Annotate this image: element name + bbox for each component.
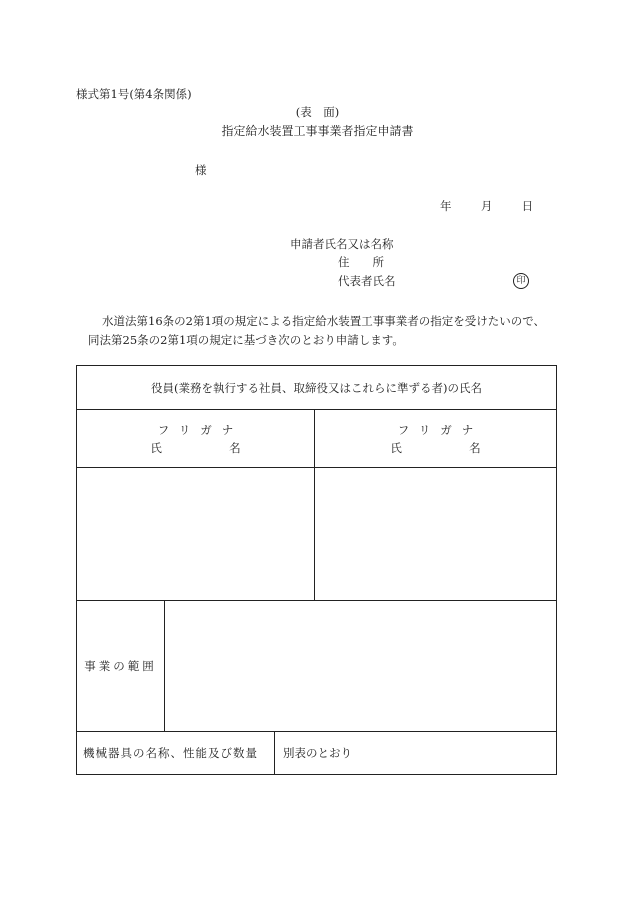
equipment-value: 別表のとおり bbox=[275, 732, 557, 775]
form-number: 様式第1号(第4条関係) bbox=[76, 87, 192, 101]
name-header-left bbox=[77, 410, 315, 468]
given-name-label-right: 名 bbox=[469, 440, 481, 455]
business-scope-label: 事業の範囲 bbox=[77, 601, 165, 732]
given-name-label-left: 名 bbox=[229, 440, 241, 455]
furigana-label-right: フリガナ bbox=[397, 422, 484, 437]
officers-heading: 役員(業務を執行する社員、取締役又はこれらに準ずる者)の氏名 bbox=[77, 366, 557, 410]
statement-line-2: 同法第25条の2第1項の規定に基づき次のとおり申請します。 bbox=[88, 333, 404, 347]
date-month: 月 bbox=[480, 199, 493, 213]
surname-label-left: 氏 bbox=[150, 440, 162, 455]
officer-names-left-field[interactable] bbox=[77, 468, 315, 601]
document-title: 指定給水装置工事事業者指定申請書 bbox=[221, 124, 414, 138]
business-scope-field[interactable] bbox=[165, 601, 557, 732]
applicant-address-label: 住 所 bbox=[338, 255, 384, 269]
addressee-suffix: 様 bbox=[195, 163, 207, 177]
surname-label-right: 氏 bbox=[390, 440, 402, 455]
name-header-right bbox=[315, 410, 557, 468]
applicant-name-label: 申請者氏名又は名称 bbox=[290, 237, 394, 251]
date-line bbox=[440, 198, 533, 214]
date-day: 日 bbox=[521, 199, 534, 213]
seal-mark: 印 bbox=[513, 273, 529, 289]
furigana-label-left: フリガナ bbox=[157, 422, 244, 437]
date-year: 年 bbox=[440, 199, 452, 213]
officer-names-right-field[interactable] bbox=[315, 468, 557, 601]
application-statement bbox=[86, 312, 586, 350]
side-label: (表 面) bbox=[295, 105, 340, 119]
statement-line-1: 水道法第16条の2第1項の規定による指定給水装置工事事業者の指定を受けたいので、 bbox=[102, 314, 546, 328]
application-table bbox=[76, 365, 557, 775]
representative-name-label: 代表者氏名 bbox=[338, 274, 396, 288]
equipment-label: 機械器具の名称、性能及び数量 bbox=[77, 732, 275, 775]
